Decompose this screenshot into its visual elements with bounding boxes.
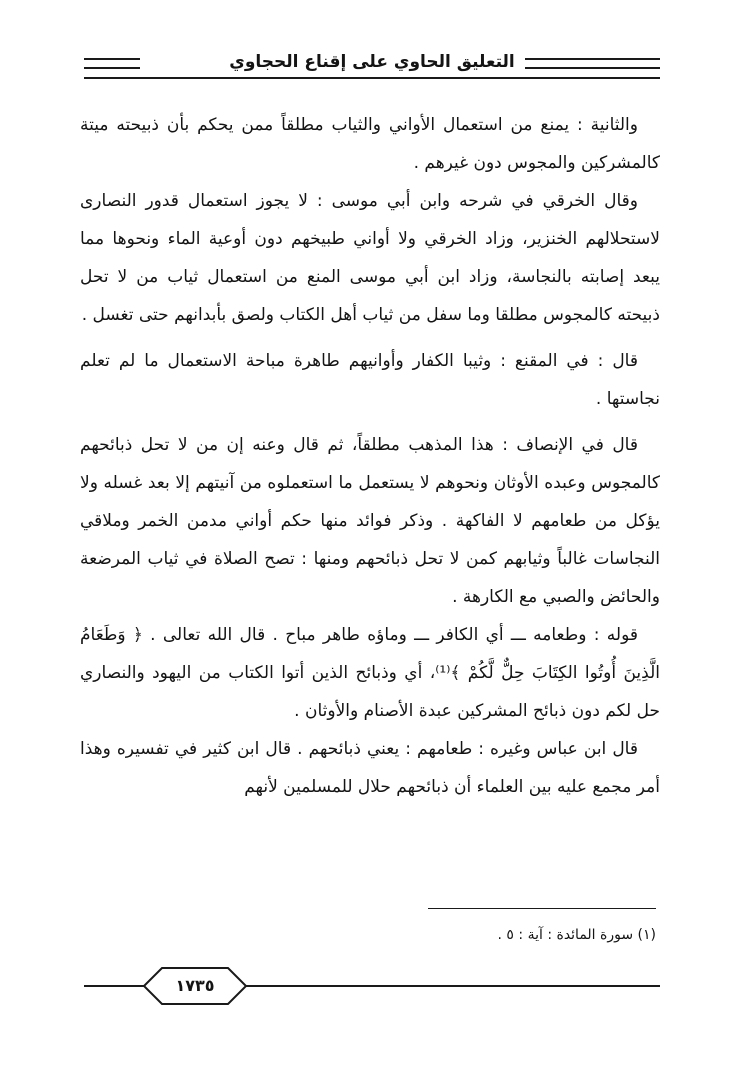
paragraph-6: قال ابن عباس وغيره : طعامهم : يعني ذبائحهم . قال ابن كثير في تفسيره وهذا أمر مجمع عليه بين العلماء أن ذبائحهم حلال للمسلمين لأنهم [80, 739, 660, 797]
footnote-separator [428, 908, 656, 909]
footnote: (١) سورة المائدة : آية : ٥ . [497, 927, 656, 943]
header-underline [84, 77, 660, 79]
paragraph-5: قوله : وطعامه ـــ أي الكافر ـــ وماؤه طاهر مباح . قال الله تعالى . ﴿ وَطَعَامُ الَّذِينَ أُوتُوا الكِتَابَ حِلٌّ لَّكُمْ ﴾⁽¹⁾، أي وذبائح الذين أتوا الكتاب من اليهود والنصاري حل لكم دون ذبائح المشركين عبدة الأصنام والأوثان . [80, 625, 660, 721]
header-title [84, 50, 660, 74]
page-number-band [84, 966, 660, 1006]
paragraph-4: قال في الإنصاف : هذا المذهب مطلقاً، ثم قال وعنه إن من لا تحل ذبائحهم كالمجوس وعبده الأوثان ونحوهم لا يستعمل ما استعملوه من آنيتهم إلا بعد غسله ولا يؤكل من طعامهم لا الفاكهة . وذكر فوائد منها حكم أواني مدمن الخمر وملاقي النجاسات غالباً وثيابهم كمن لا تحل ذبائحهم ومنها : تصح الصلاة في ثياب المرضعة والحائض والصبي مع الكارهة . [80, 435, 660, 607]
body-text [80, 106, 660, 806]
header-title-text: التعليق الحاوي على إقناع الحجاوي [219, 52, 525, 72]
paragraph-1: والثانية : يمنع من استعمال الأواني والثياب مطلقاً ممن يحكم بأن ذبيحته ميتة كالمشركين والمجوس دون غيرهم . [80, 115, 660, 173]
paragraph-2: وقال الخرقي في شرحه وابن أبي موسى : لا يجوز استعمال قدور النصارى لاستحلالهم الخنزير، وزاد الخرقي ولا أواني طبيخهم دون أوعية الماء ونحوها مما يبعد إصابته بالنجاسة، وزاد ابن أبي موسى المنع من استعمال ثياب من لا تحل ذبيحته كالمجوس مطلقا وما سفل من ثياب أهل الكتاب ولصق بأبدانهم حتى تغسل . [80, 191, 660, 325]
paragraph-3: قال : في المقنع : وثيبا الكفار وأوانيهم طاهرة مباحة الاستعمال ما لم تعلم نجاستها . [80, 351, 660, 409]
running-header [84, 50, 660, 80]
page-number: ١٧٣٥ [175, 976, 215, 995]
